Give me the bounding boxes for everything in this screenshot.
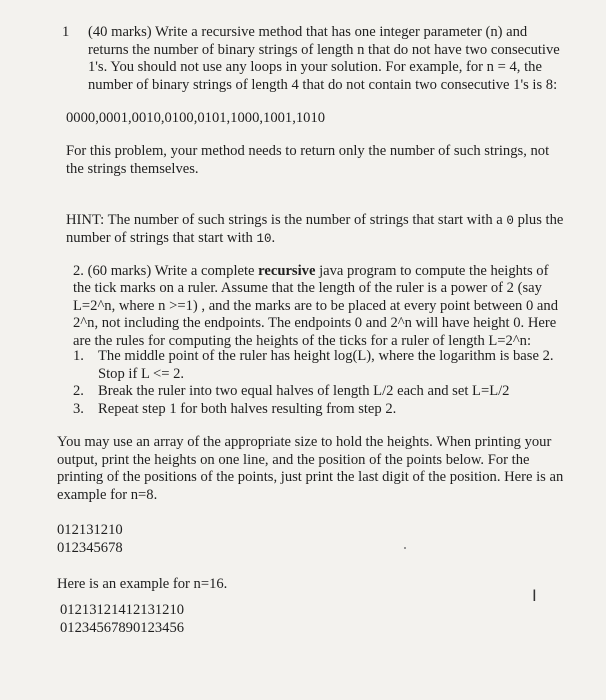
q1-examples: 0000,0001,0010,0100,0101,1000,1001,1010: [66, 110, 326, 126]
hint-text-prefix: HINT: The number of such strings is the number of strings that start with a: [66, 211, 507, 228]
example8-heights: 012131210: [57, 522, 123, 538]
rule-number: 3.: [73, 401, 84, 417]
q2-intro-a: 2. (60 marks) Write a complete: [73, 262, 259, 279]
q2-intro-b: java program to compute the heights of the tick marks on a ruler. Assume that the length of the ruler is a power of 2 (say L=2^n, where n >=1) , and the marks are to be placed at every point between 0 and 2^n, not including the endpoints. The endpoints 0 and 2^n will have height 0. Here are the rules for computing the heights of the ticks for a ruler of length L=2^n:: [73, 262, 558, 349]
hint-code-10: 10: [256, 232, 272, 246]
q2-output-note: You may use an array of the appropriate size to hold the heights. When printing your output, print the heights on one line, and the position of the points below. For the printing of the positions of the points, just print the last digit of the position. Here is an example for n=8.: [57, 434, 564, 503]
q1-number: 1: [62, 24, 70, 40]
q1-note: For this problem, your method needs to return only the number of such strings, not the strings themselves.: [66, 143, 550, 177]
rule-item-2: [73, 383, 563, 401]
example16-heights: 01213121412131210: [60, 602, 185, 618]
rule-number: 1.: [73, 348, 84, 364]
text-cursor-icon: I: [532, 586, 537, 605]
example8-positions: 012345678: [57, 540, 123, 556]
rule-item-1: [73, 348, 563, 383]
q1-text: (40 marks) Write a recursive method that has one integer parameter (n) and returns the number of binary strings of length n that do not have two consecutive 1's. You should not use any loops in your solution. For example, for n = 4, the number of binary strings of length 4 that do not contain two consecutive 1's is 8:: [88, 24, 560, 93]
q1-hint: [66, 194, 566, 249]
example16-label: Here is an example for n=16.: [57, 576, 228, 592]
rule-item-3: [73, 401, 563, 419]
rule-number: 2.: [73, 383, 84, 399]
rule-text: Repeat step 1 for both halves resulting from step 2.: [98, 401, 397, 417]
example16-positions: 01234567890123456: [60, 620, 185, 636]
hint-text-middle: plus the number of strings that start with: [66, 211, 564, 246]
rule-text: The middle point of the ruler has height log(L), where the logarithm is base 2. Stop if L <= 2.: [98, 348, 554, 382]
hint-text-suffix: .: [271, 230, 276, 246]
stray-dot: [404, 547, 406, 549]
rule-text: Break the ruler into two equal halves of length L/2 each and set L=L/2: [98, 383, 510, 399]
hint-code-0: 0: [506, 213, 514, 228]
q2-intro: [73, 245, 569, 350]
q2-intro-bold: recursive: [258, 262, 316, 279]
